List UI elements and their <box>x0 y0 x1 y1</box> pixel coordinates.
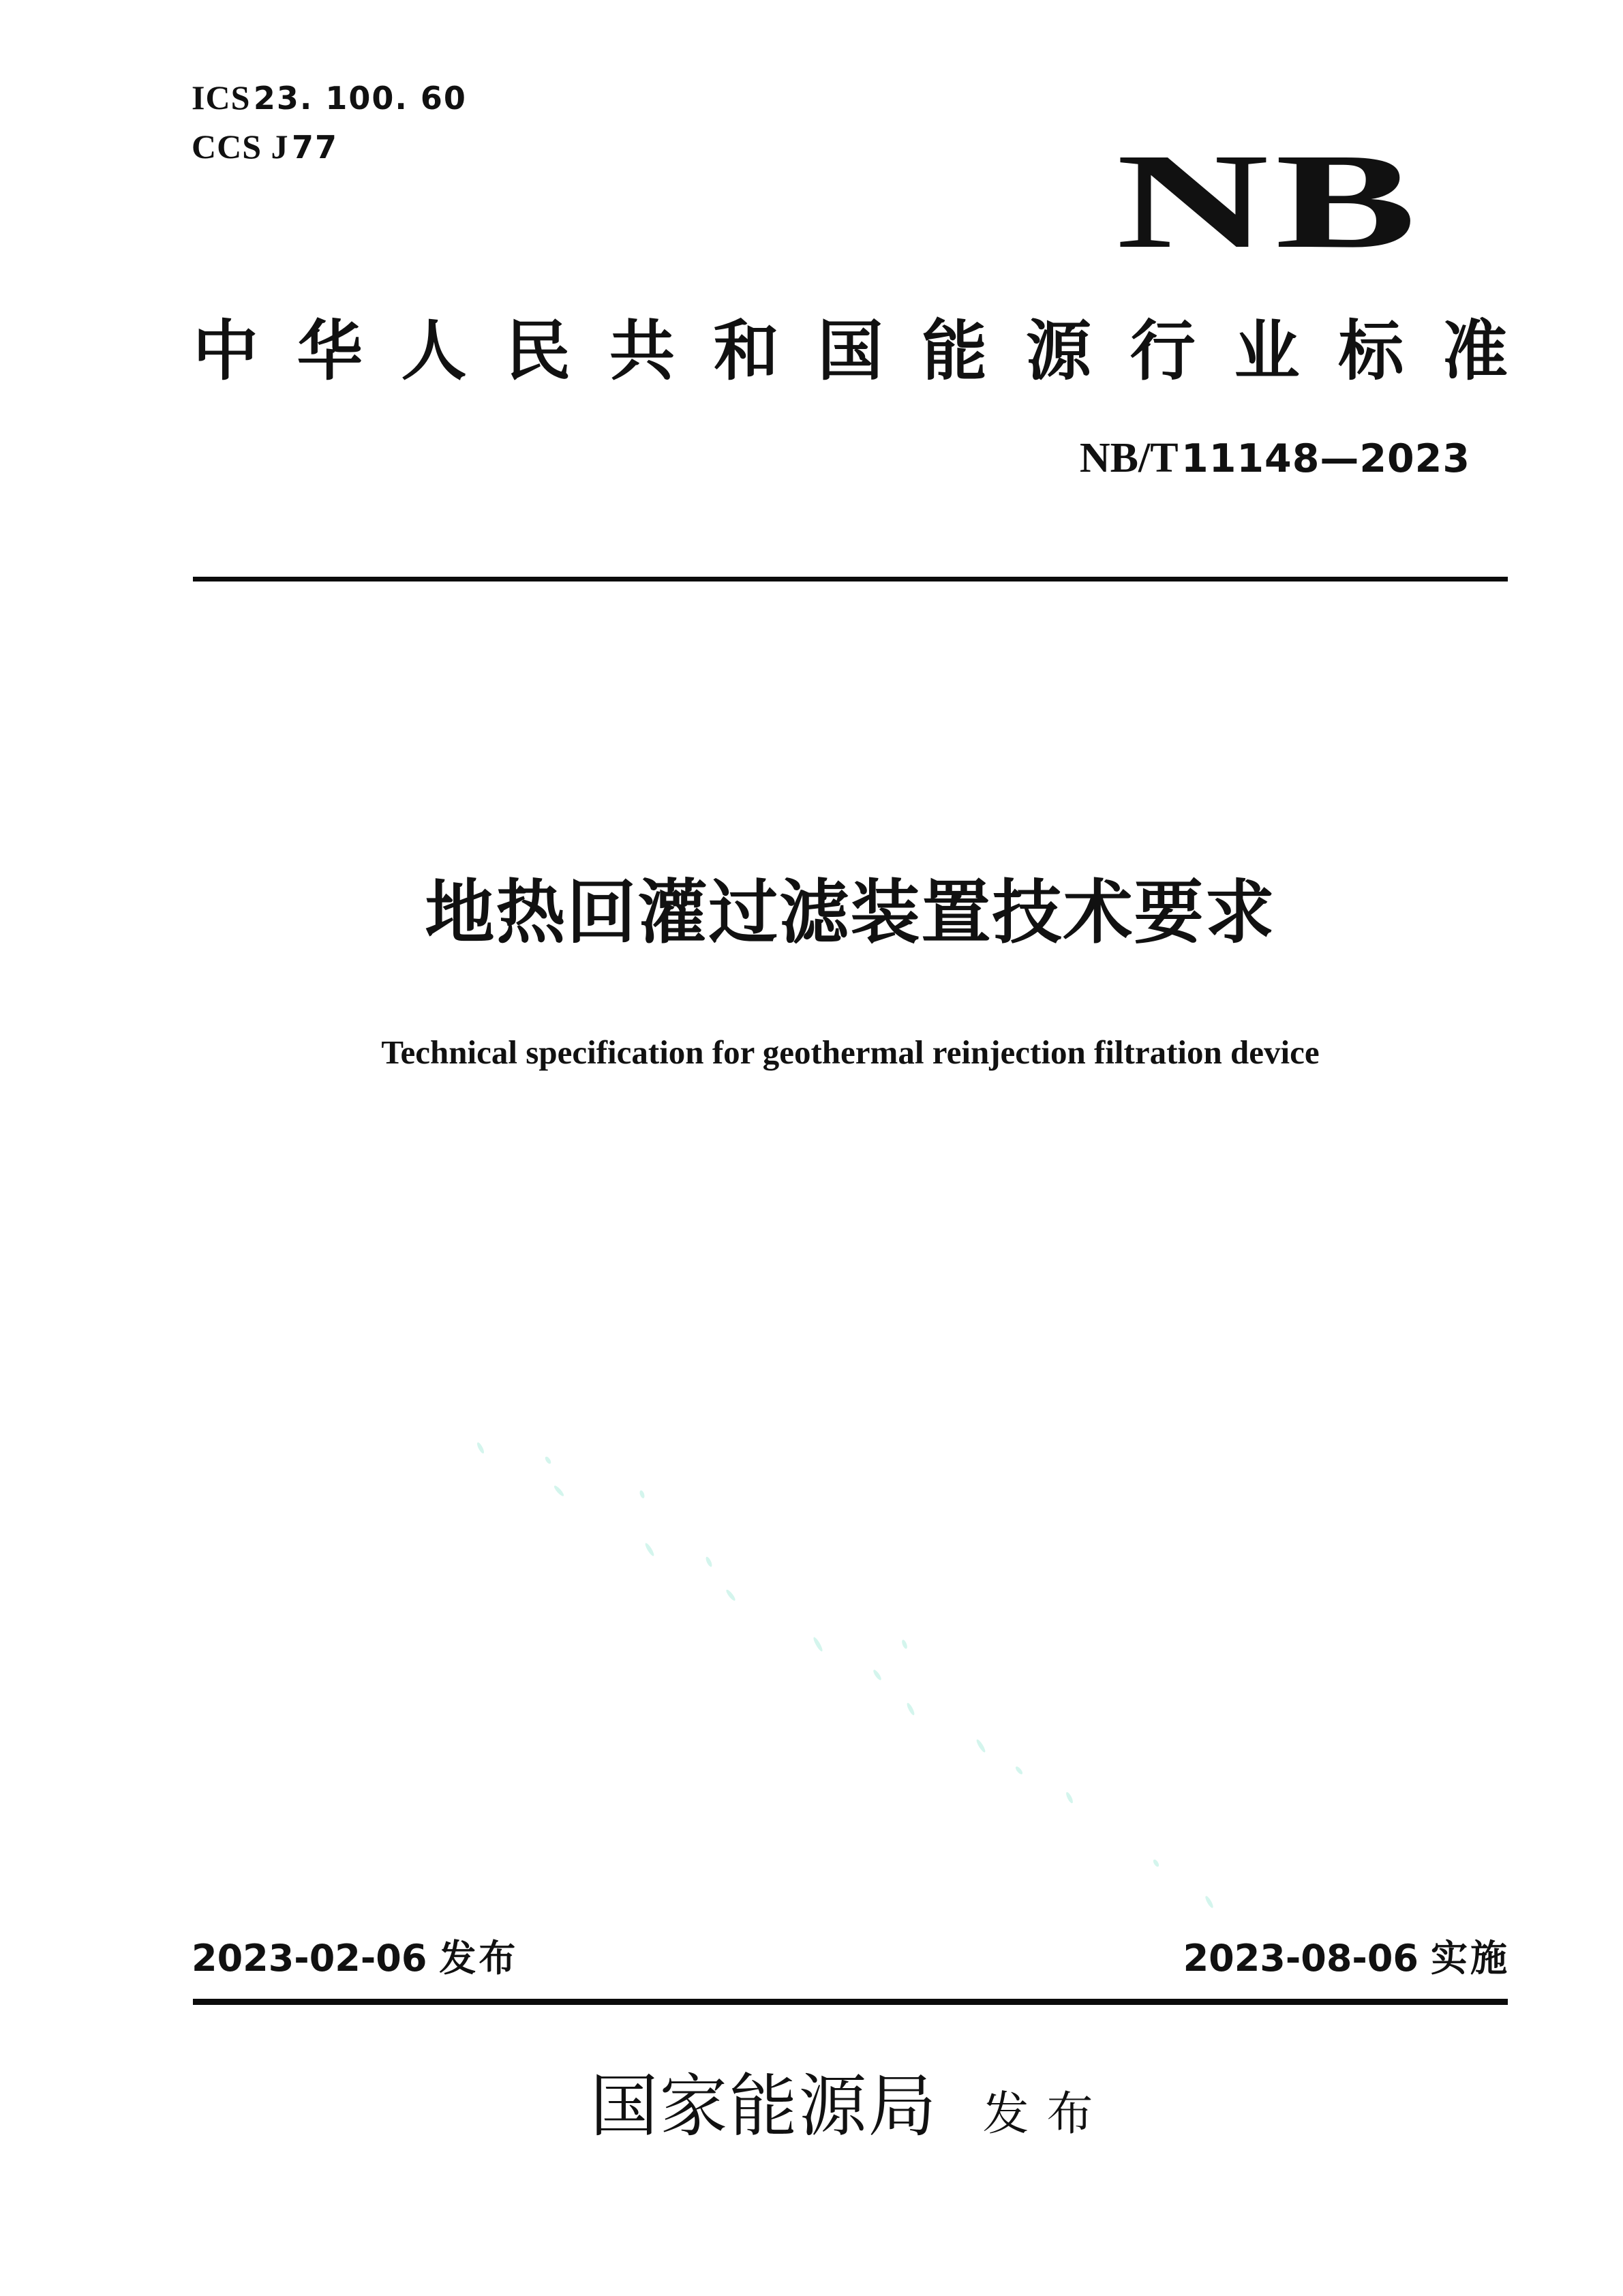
standard-heading <box>193 315 1508 388</box>
title-chinese: 地热回灌过滤装置技术要求 <box>425 874 1276 952</box>
issue-date: 2023-02-06 <box>192 1937 427 1980</box>
implementation-date: 2023-08-06 <box>1183 1937 1419 1980</box>
standard-number-prefix: NB/T <box>1079 435 1179 481</box>
watermark-speck <box>1065 1792 1074 1804</box>
watermark-speck <box>1152 1858 1160 1867</box>
watermark-speck <box>705 1556 713 1567</box>
watermark-speck <box>639 1490 646 1498</box>
watermark-speck <box>812 1636 823 1652</box>
publisher-name: 国家能源局 <box>590 2068 938 2145</box>
implementation-label: 实施 <box>1431 1938 1510 1979</box>
watermark-speck <box>872 1669 882 1681</box>
watermark-speck <box>476 1442 485 1455</box>
top-rule <box>193 577 1508 581</box>
heading-char: 准 <box>1442 315 1508 388</box>
ccs-value: 77 <box>291 129 338 166</box>
heading-char: 国 <box>817 315 883 388</box>
dates-row <box>192 1937 1510 1980</box>
watermark-speck <box>553 1485 565 1498</box>
watermark-speck <box>1204 1895 1214 1909</box>
publish-label: 发布 <box>982 2088 1111 2140</box>
heading-char: 和 <box>713 315 779 388</box>
publisher-row <box>193 2068 1508 2145</box>
heading-char: 源 <box>1026 315 1091 388</box>
ics-code-line <box>192 80 467 115</box>
classification-codes <box>192 80 467 179</box>
implementation-date-line <box>1183 1937 1510 1980</box>
standard-number <box>1080 437 1470 479</box>
watermark-speck <box>1014 1766 1024 1776</box>
nb-logo: NB <box>1116 126 1423 277</box>
ccs-label: CCS J <box>192 127 289 166</box>
bottom-rule <box>193 1999 1508 2005</box>
heading-char: 标 <box>1338 315 1404 388</box>
heading-char: 能 <box>922 315 988 388</box>
heading-char: 人 <box>401 315 467 388</box>
watermark-speck <box>975 1738 987 1753</box>
ics-label: ICS <box>192 78 251 117</box>
watermark-speck <box>644 1542 656 1557</box>
watermark-speck <box>901 1639 909 1649</box>
issue-label: 发布 <box>439 1938 519 1979</box>
watermark-speck <box>906 1702 916 1716</box>
heading-char: 行 <box>1129 315 1196 388</box>
heading-char: 中 <box>193 315 258 388</box>
standard-number-value: 11148—2023 <box>1181 436 1470 481</box>
heading-char: 共 <box>609 315 675 388</box>
ics-value: 23. 100. 60 <box>253 80 467 117</box>
issue-date-line <box>192 1937 519 1980</box>
heading-char: 业 <box>1234 315 1300 388</box>
heading-char: 华 <box>297 315 363 388</box>
watermark-speck <box>725 1588 736 1601</box>
heading-char: 民 <box>505 315 571 388</box>
ccs-code-line <box>192 127 467 166</box>
title-english: Technical specification for geothermal reinjection filtration device <box>381 1033 1320 1071</box>
watermark-speck <box>544 1455 552 1464</box>
